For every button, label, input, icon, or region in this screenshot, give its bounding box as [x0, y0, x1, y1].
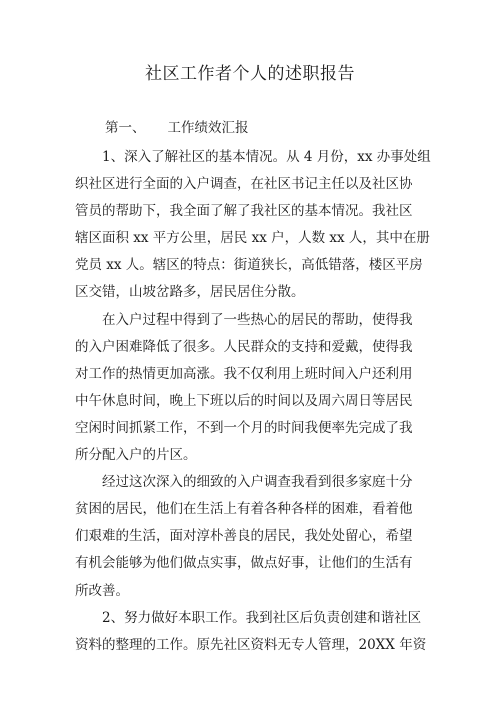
text-line: 党员 xx 人。辖区的特点：街道狭长，高低错落，楼区平房 [75, 257, 423, 274]
text-line: 区交错，山坡岔路多，居民居住分散。 [75, 284, 305, 301]
document-title: 社区工作者个人的述职报告 [145, 64, 355, 84]
text-line: 所改善。 [75, 582, 129, 599]
text-line: 们艰难的生活，面对淳朴善良的居民，我处处留心，希望 [75, 528, 413, 545]
text-line: 的入户困难降低了很多。人民群众的支持和爱戴，使得我 [75, 338, 413, 355]
text-line: 管员的帮助下，我全面了解了我社区的基本情况。我社区 [75, 203, 413, 220]
text-line: 织社区进行全面的入户调查，在社区书记主任以及社区协 [75, 176, 413, 193]
text-line: 贫困的居民，他们在生活上有着各种各样的困难，看着他 [75, 501, 413, 518]
document-body [75, 144, 435, 659]
section-number: 第一、 [105, 120, 146, 136]
text-line: 在入户过程中得到了一些热心的居民的帮助，使得我 [102, 311, 413, 328]
text-line: 2、努力做好本职工作。我到社区后负责创建和谐社区 [102, 609, 422, 626]
text-line: 经过这次深入的细致的入户调查我看到很多家庭十分 [102, 474, 413, 491]
text-line: 辖区面积 xx 平方公里，居民 xx 户，人数 xx 人，其中在册 [75, 230, 430, 247]
section-heading-text: 工作绩效汇报 [167, 120, 249, 136]
text-line: 中午休息时间，晚上下班以后的时间以及周六周日等居民 [75, 392, 413, 409]
text-line: 资料的整理的工作。原先社区资料无专人管理，20XX 年资 [75, 636, 427, 653]
section-heading [105, 117, 249, 139]
text-line: 有机会能够为他们做点实事，做点好事，让他们的生活有 [75, 555, 413, 572]
text-line: 所分配入户的片区。 [75, 447, 197, 464]
text-line: 1、深入了解社区的基本情况。从 4 月份，xx 办事处组 [102, 149, 431, 165]
text-line: 空闲时间抓紧工作，不到一个月的时间我便率先完成了我 [75, 419, 413, 436]
text-line: 对工作的热情更加高涨。我不仅利用上班时间入户还利用 [75, 365, 413, 382]
